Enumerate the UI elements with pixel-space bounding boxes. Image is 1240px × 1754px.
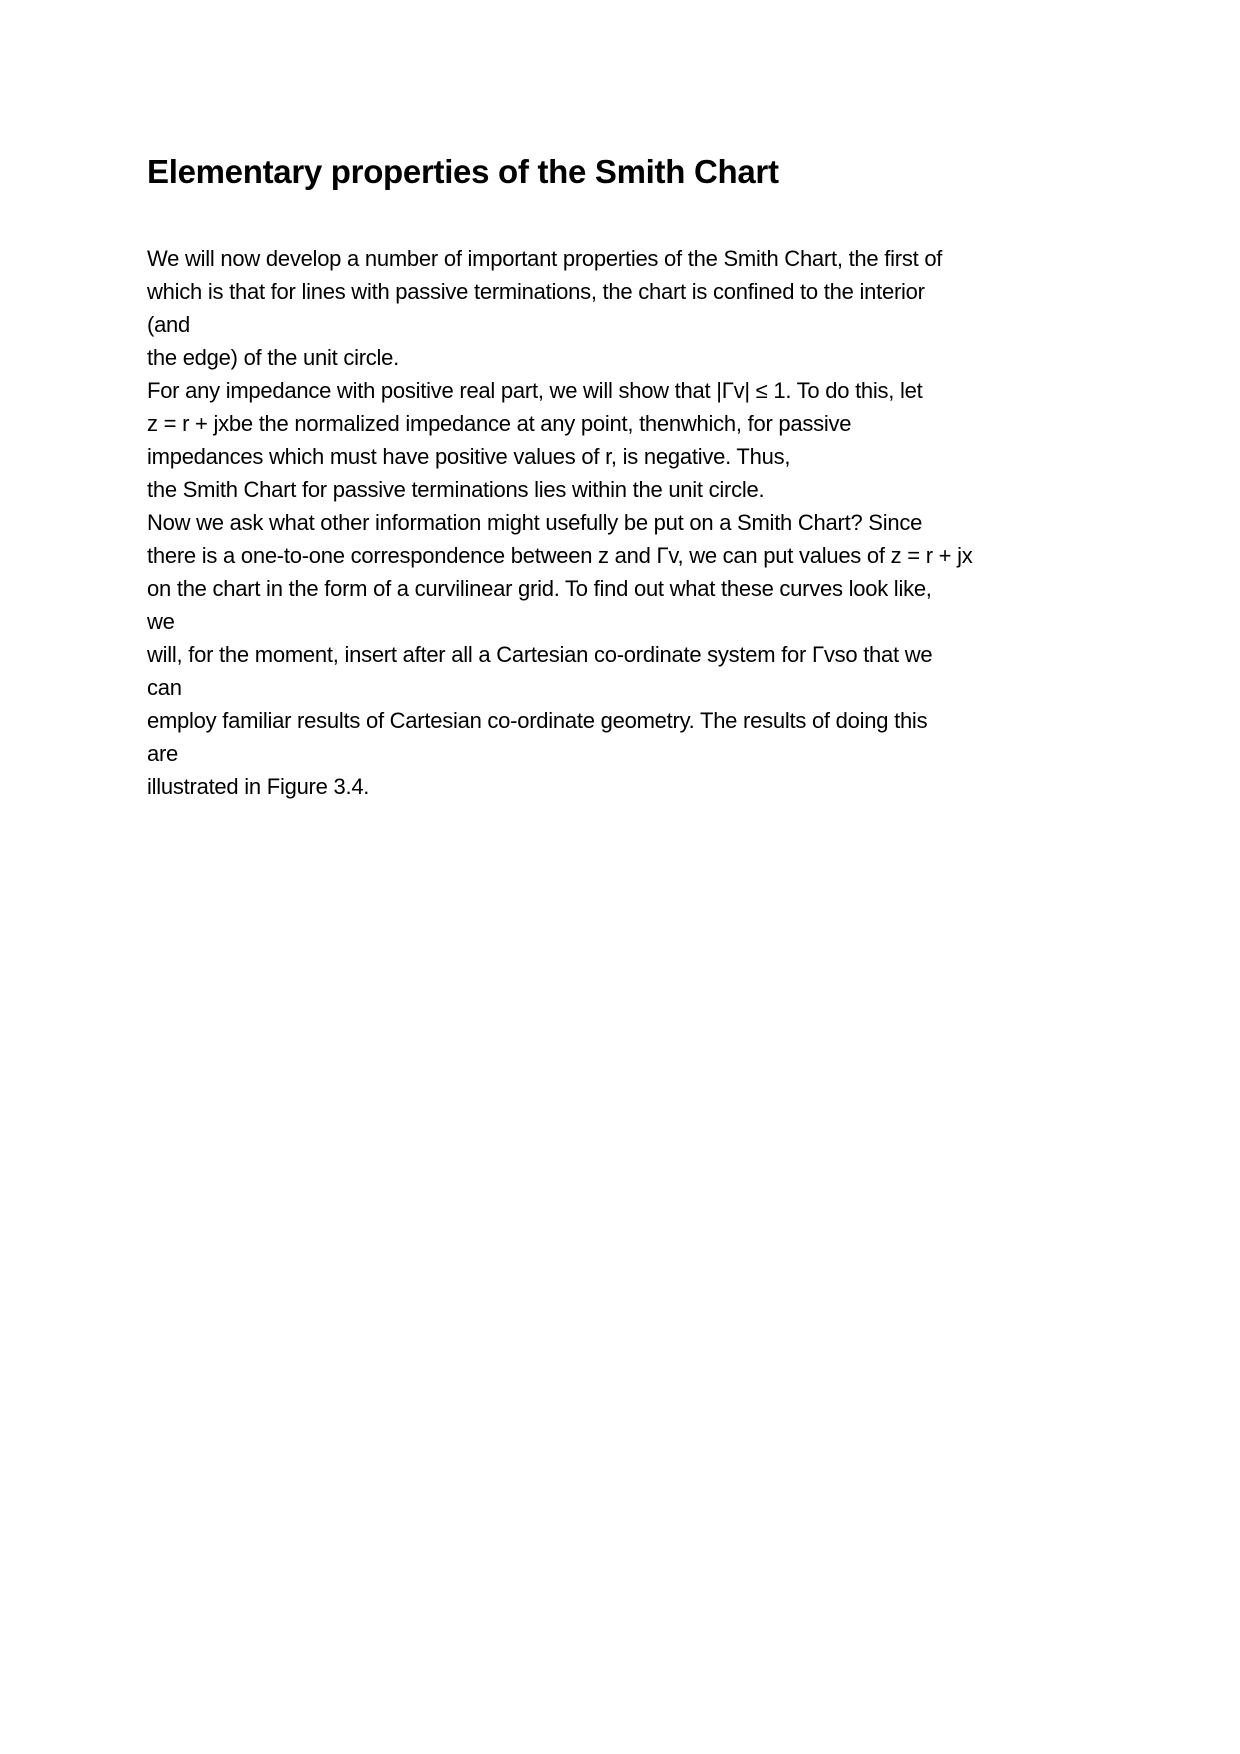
document-title: Elementary properties of the Smith Chart — [147, 153, 779, 190]
body-text — [147, 242, 1107, 803]
text-line: the edge) of the unit circle. — [147, 345, 400, 370]
text-line: we — [147, 609, 175, 634]
text-line: impedances which must have positive values of r, is negative. Thus, — [147, 444, 791, 469]
text-line: can — [147, 675, 182, 700]
text-line: We will now develop a number of important properties of the Smith Chart, the first of — [147, 246, 943, 271]
text-line: employ familiar results of Cartesian co-ordinate geometry. The results of doing this — [147, 708, 928, 733]
text-line: which is that for lines with passive terminations, the chart is confined to the interior — [147, 279, 925, 304]
text-line: the Smith Chart for passive terminations lies within the unit circle. — [147, 477, 765, 502]
text-line: Now we ask what other information might usefully be put on a Smith Chart? Since — [147, 510, 923, 535]
text-line: there is a one-to-one correspondence between z and Γv, we can put values of z = r + jx — [147, 543, 973, 568]
text-line: For any impedance with positive real part, we will show that |Γv| ≤ 1. To do this, let — [147, 378, 923, 403]
text-line: on the chart in the form of a curvilinear grid. To find out what these curves look like, — [147, 576, 932, 601]
text-line: will, for the moment, insert after all a Cartesian co-ordinate system for Γvso that we — [147, 642, 933, 667]
text-line: (and — [147, 312, 191, 337]
text-line: z = r + jxbe the normalized impedance at any point, thenwhich, for passive — [147, 411, 852, 436]
text-line: are — [147, 741, 179, 766]
text-line: illustrated in Figure 3.4. — [147, 774, 370, 799]
